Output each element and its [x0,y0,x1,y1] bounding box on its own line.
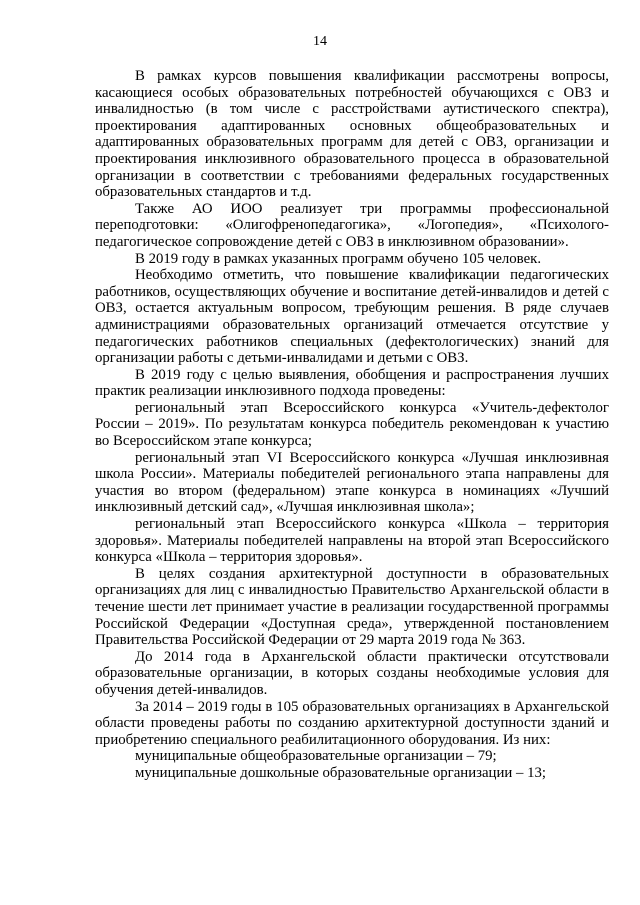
paragraph-qualification-issue: Необходимо отметить, что повышение квалификации педагогических работников, осуществляющих обучение и воспитание детей-инвалидов и детей с ОВЗ, остается актуальным вопросом, требующим решения. В ряде случаев администрациями образовательных организаций отмечается отсутствие у педагогических работников специальных (дефектологических) знаний для организации работы с детьми-инвалидами и детьми с ОВЗ. [95,267,609,367]
document-body [95,68,609,782]
paragraph-best-practices-intro: В 2019 году с целью выявления, обобщения и распространения лучших практик реализации инклюзивного подхода проведены: [95,366,609,400]
paragraph-before-2014: До 2014 года в Архангельской области практически отсутствовали образовательные организации, в которых созданы необходимые условия для обучения детей-инвалидов. [95,648,609,698]
list-item-general-education: муниципальные общеобразовательные организации – 79; [135,748,497,765]
list-item-contest-health-school: региональный этап Всероссийского конкурса «Школа – территория здоровья». Материалы победителей направлены на второй этап Всероссийского конкурса «Школа – территория здоровья». [95,516,609,566]
list-item-preschool: муниципальные дошкольные образовательные организации – 13; [135,764,546,781]
paragraph-accessible-environment: В целях создания архитектурной доступности в образовательных организациях для лиц с инвалидностью Правительство Архангельской области в течение шести лет принимает участие в реализации государственной программы Российской Федерации «Доступная среда», утвержденной постановлением Правительства Российской Федерации от 29 марта 2019 года № 363. [95,565,609,649]
page-number: 14 [313,34,327,49]
paragraph-retraining-programs: Также АО ИОО реализует три программы профессиональной переподготовки: «Олигофренопедагогика», «Логопедия», «Психолого-педагогическое сопровождение детей с ОВЗ в инклюзивном образовании». [95,200,609,250]
paragraph-2014-2019-works: За 2014 – 2019 годы в 105 образовательных организациях в Архангельской области проведены работы по созданию архитектурной доступности зданий и приобретению специального реабилитационного оборудования. Из них: [95,698,609,748]
list-item-contest-inclusive-school: региональный этап VI Всероссийского конкурса «Лучшая инклюзивная школа России». Материалы победителей регионального этапа направлены для участия во втором (федеральном) этапе конкурса в номинациях «Лучший инклюзивный детский сад», «Лучшая инклюзивная школа»; [95,449,609,516]
paragraph-trained-count: В 2019 году в рамках указанных программ обучено 105 человек. [135,250,542,267]
paragraph-courses-topics: В рамках курсов повышения квалификации рассмотрены вопросы, касающиеся особых образовательных потребностей обучающихся с ОВЗ и инвалидностью (в том числе с расстройствами аутистического спектра), проектирования адаптированных основных общеобразовательных и адаптированных образовательных программ для детей с ОВЗ, организации и проектирования инклюзивного образовательного процесса в образовательной организации в соответствии с требованиями федеральных государственных образовательных стандартов и т.д. [95,68,609,201]
list-item-contest-teacher: региональный этап Всероссийского конкурса «Учитель-дефектолог России – 2019». По результатам конкурса победитель рекомендован к участию во Всероссийском этапе конкурса; [95,399,609,450]
